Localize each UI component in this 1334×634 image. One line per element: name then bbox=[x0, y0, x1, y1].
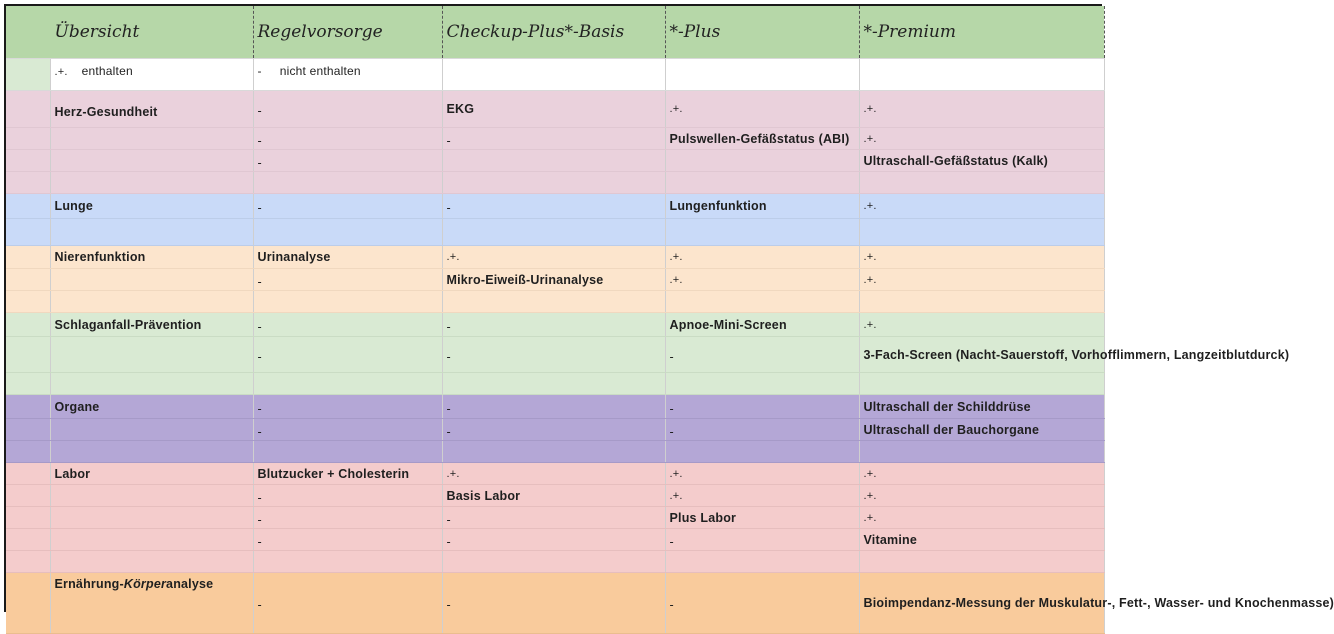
table-cell[interactable]: .+. bbox=[859, 463, 1104, 485]
table-cell[interactable]: - bbox=[253, 507, 442, 529]
category-cell[interactable] bbox=[50, 529, 253, 551]
table-cell[interactable]: - bbox=[253, 269, 442, 291]
table-cell[interactable]: - bbox=[253, 395, 442, 419]
table-cell[interactable]: Pulswellen-Gefäßstatus (ABI) bbox=[665, 128, 859, 150]
empty-cell[interactable] bbox=[859, 59, 1104, 91]
spreadsheet-sheet bbox=[4, 4, 1334, 612]
table-cell[interactable]: - bbox=[253, 128, 442, 150]
table-cell[interactable]: .+. bbox=[665, 485, 859, 507]
table-row bbox=[6, 269, 1104, 291]
table-cell[interactable] bbox=[253, 172, 442, 194]
table-cell[interactable] bbox=[253, 291, 442, 313]
table-cell[interactable]: - bbox=[253, 529, 442, 551]
table-row bbox=[6, 373, 1104, 395]
table-cell[interactable]: - bbox=[253, 419, 442, 441]
category-cell[interactable]: Schlaganfall-Prävention bbox=[50, 313, 253, 337]
table-cell[interactable] bbox=[442, 172, 665, 194]
category-cell[interactable] bbox=[50, 172, 253, 194]
table-cell[interactable]: .+. bbox=[859, 269, 1104, 291]
category-cell[interactable] bbox=[50, 551, 253, 573]
empty-cell[interactable] bbox=[665, 59, 859, 91]
row-header-cell[interactable] bbox=[6, 6, 50, 59]
table-cell[interactable]: .+. bbox=[442, 246, 665, 269]
row-header-cell[interactable] bbox=[6, 529, 50, 551]
table-row bbox=[6, 246, 1104, 269]
table-cell[interactable]: - bbox=[442, 507, 665, 529]
category-label-tail: analyse bbox=[166, 577, 214, 591]
table-row bbox=[6, 395, 1104, 419]
table-cell[interactable]: .+. bbox=[665, 463, 859, 485]
table-cell[interactable] bbox=[253, 219, 442, 246]
table-cell[interactable] bbox=[665, 551, 859, 573]
table-cell[interactable] bbox=[859, 441, 1104, 463]
table-row bbox=[6, 463, 1104, 485]
legend-excluded-cell[interactable] bbox=[253, 59, 442, 91]
table-cell[interactable]: Lungenfunktion bbox=[665, 194, 859, 219]
row-header-cell[interactable] bbox=[6, 373, 50, 395]
table-cell[interactable]: .+. bbox=[859, 91, 1104, 128]
row-header-cell[interactable] bbox=[6, 150, 50, 172]
empty-cell[interactable] bbox=[442, 59, 665, 91]
table-row bbox=[6, 128, 1104, 150]
table-cell[interactable]: Apnoe-Mini-Screen bbox=[665, 313, 859, 337]
table-cell[interactable]: .+. bbox=[442, 463, 665, 485]
table-cell[interactable]: .+. bbox=[859, 246, 1104, 269]
table-cell[interactable]: - bbox=[442, 337, 665, 373]
table-cell[interactable]: Blutzucker + Cholesterin bbox=[253, 463, 442, 485]
table-cell[interactable]: - bbox=[442, 128, 665, 150]
table-cell[interactable]: .+. bbox=[665, 91, 859, 128]
row-header-cell[interactable] bbox=[6, 463, 50, 485]
table-cell[interactable]: Plus Labor bbox=[665, 507, 859, 529]
category-label-italic: Körper bbox=[123, 577, 167, 591]
table-cell[interactable]: .+. bbox=[859, 128, 1104, 150]
table-cell[interactable] bbox=[859, 551, 1104, 573]
category-cell[interactable] bbox=[50, 291, 253, 313]
table-cell[interactable]: - bbox=[442, 395, 665, 419]
table-cell[interactable]: Ultraschall der Schilddrüse bbox=[859, 395, 1104, 419]
table-cell[interactable]: Basis Labor bbox=[442, 485, 665, 507]
table-cell[interactable]: .+. bbox=[665, 269, 859, 291]
table-row bbox=[6, 507, 1104, 529]
table-cell[interactable]: Ultraschall der Bauchorgane bbox=[859, 419, 1104, 441]
row-header-cell[interactable] bbox=[6, 194, 50, 219]
header-premium[interactable]: *-Premium bbox=[859, 6, 1104, 59]
category-cell[interactable]: Nierenfunktion bbox=[50, 246, 253, 269]
row-header-cell[interactable] bbox=[6, 395, 50, 419]
category-cell[interactable]: Organe bbox=[50, 395, 253, 419]
table-row bbox=[6, 313, 1104, 337]
legend-included-cell[interactable] bbox=[50, 59, 253, 91]
table-cell[interactable]: - bbox=[253, 91, 442, 128]
category-cell[interactable] bbox=[50, 128, 253, 150]
category-cell[interactable] bbox=[50, 219, 253, 246]
row-header-cell[interactable] bbox=[6, 313, 50, 337]
table-cell[interactable]: - bbox=[442, 194, 665, 219]
table-cell[interactable] bbox=[665, 219, 859, 246]
table-row bbox=[6, 219, 1104, 246]
table-cell[interactable] bbox=[253, 441, 442, 463]
table-cell[interactable]: - bbox=[253, 573, 442, 634]
table-cell[interactable] bbox=[859, 291, 1104, 313]
header-checkup-plus-basis[interactable]: Checkup-Plus*-Basis bbox=[442, 6, 665, 59]
table-cell[interactable] bbox=[442, 219, 665, 246]
category-cell[interactable]: Herz-Gesundheit bbox=[50, 91, 253, 128]
table-cell[interactable]: Vitamine bbox=[859, 529, 1104, 551]
table-row bbox=[6, 529, 1104, 551]
table-cell[interactable]: Ultraschall-Gefäßstatus (Kalk) bbox=[859, 150, 1104, 172]
category-cell[interactable] bbox=[50, 419, 253, 441]
table-cell[interactable]: - bbox=[253, 150, 442, 172]
table-cell[interactable]: Mikro-Eiweiß-Urinanalyse bbox=[442, 269, 665, 291]
included-mark: .+. bbox=[54, 66, 68, 78]
table-row bbox=[6, 485, 1104, 507]
row-header-cell[interactable] bbox=[6, 551, 50, 573]
table-row bbox=[6, 91, 1104, 128]
category-cell[interactable] bbox=[50, 269, 253, 291]
row-header-cell[interactable] bbox=[6, 172, 50, 194]
table-row bbox=[6, 291, 1104, 313]
row-header-cell[interactable] bbox=[6, 59, 50, 91]
table-cell[interactable]: - bbox=[665, 529, 859, 551]
row-header-cell[interactable] bbox=[6, 128, 50, 150]
table-cell[interactable] bbox=[859, 172, 1104, 194]
row-header-cell[interactable] bbox=[6, 269, 50, 291]
header-regelvorsorge[interactable]: Regelvorsorge bbox=[253, 6, 442, 59]
table-cell[interactable] bbox=[442, 373, 665, 395]
category-cell[interactable]: Labor bbox=[50, 463, 253, 485]
row-header-cell[interactable] bbox=[6, 441, 50, 463]
table-cell[interactable] bbox=[253, 551, 442, 573]
table-cell[interactable] bbox=[859, 219, 1104, 246]
category-cell[interactable] bbox=[50, 507, 253, 529]
table-cell[interactable]: - bbox=[253, 337, 442, 373]
table-row bbox=[6, 573, 1104, 634]
table-cell[interactable]: Bioimpendanz-Messung der Muskulatur-, Fett-, Wasser- und Knochenmasse) bbox=[859, 573, 1104, 634]
table-cell[interactable] bbox=[665, 373, 859, 395]
table-cell[interactable] bbox=[442, 291, 665, 313]
table-row bbox=[6, 194, 1104, 219]
category-cell[interactable] bbox=[50, 337, 253, 373]
table-row bbox=[6, 441, 1104, 463]
table-cell[interactable] bbox=[665, 172, 859, 194]
header-uebersicht[interactable]: Übersicht bbox=[50, 6, 253, 59]
table-cell[interactable]: - bbox=[442, 419, 665, 441]
table-cell[interactable] bbox=[253, 373, 442, 395]
table-cell[interactable] bbox=[859, 373, 1104, 395]
table-cell[interactable]: Urinanalyse bbox=[253, 246, 442, 269]
row-header-cell[interactable] bbox=[6, 485, 50, 507]
table-cell[interactable]: - bbox=[442, 313, 665, 337]
table-row bbox=[6, 337, 1104, 373]
comparison-table bbox=[6, 6, 1334, 634]
legend-row bbox=[6, 59, 1104, 91]
header-row bbox=[6, 6, 1104, 59]
table-cell[interactable]: .+. bbox=[859, 507, 1104, 529]
table-cell[interactable] bbox=[442, 441, 665, 463]
excluded-mark: - bbox=[257, 64, 262, 78]
table-row bbox=[6, 150, 1104, 172]
table-cell[interactable] bbox=[665, 291, 859, 313]
row-header-cell[interactable] bbox=[6, 246, 50, 269]
table-cell[interactable]: - bbox=[253, 313, 442, 337]
table-cell[interactable]: - bbox=[442, 573, 665, 634]
row-header-cell[interactable] bbox=[6, 291, 50, 313]
table-cell[interactable] bbox=[665, 441, 859, 463]
table-cell[interactable]: .+. bbox=[859, 194, 1104, 219]
table-cell[interactable]: 3-Fach-Screen (Nacht-Sauerstoff, Vorhofflimmern, Langzeitblutdurck) bbox=[859, 337, 1104, 373]
category-cell[interactable] bbox=[50, 441, 253, 463]
table-cell[interactable]: - bbox=[665, 419, 859, 441]
row-header-cell[interactable] bbox=[6, 573, 50, 634]
table-row bbox=[6, 172, 1104, 194]
table-cell[interactable]: - bbox=[253, 194, 442, 219]
table-cell[interactable]: - bbox=[442, 529, 665, 551]
row-header-cell[interactable] bbox=[6, 419, 50, 441]
table-cell[interactable]: - bbox=[665, 337, 859, 373]
header-plus[interactable]: *-Plus bbox=[665, 6, 859, 59]
category-cell[interactable] bbox=[50, 485, 253, 507]
table-cell[interactable]: .+. bbox=[665, 246, 859, 269]
included-label: enthalten bbox=[81, 64, 133, 78]
table-cell[interactable]: - bbox=[665, 573, 859, 634]
excluded-label: nicht enthalten bbox=[279, 64, 361, 78]
table-cell[interactable]: EKG bbox=[442, 91, 665, 128]
table-cell[interactable]: - bbox=[665, 395, 859, 419]
table-cell[interactable] bbox=[665, 150, 859, 172]
table-cell[interactable]: .+. bbox=[859, 485, 1104, 507]
table-row bbox=[6, 419, 1104, 441]
table-cell[interactable] bbox=[442, 150, 665, 172]
category-cell[interactable]: Ernährung-Körperanalyse bbox=[50, 573, 253, 634]
table-cell[interactable]: .+. bbox=[859, 313, 1104, 337]
table-row bbox=[6, 551, 1104, 573]
category-cell[interactable]: Lunge bbox=[50, 194, 253, 219]
table-cell[interactable]: - bbox=[253, 485, 442, 507]
row-header-cell[interactable] bbox=[6, 219, 50, 246]
category-cell[interactable] bbox=[50, 373, 253, 395]
row-header-cell[interactable] bbox=[6, 91, 50, 128]
category-cell[interactable] bbox=[50, 150, 253, 172]
table-cell[interactable] bbox=[442, 551, 665, 573]
row-header-cell[interactable] bbox=[6, 337, 50, 373]
row-header-cell[interactable] bbox=[6, 507, 50, 529]
